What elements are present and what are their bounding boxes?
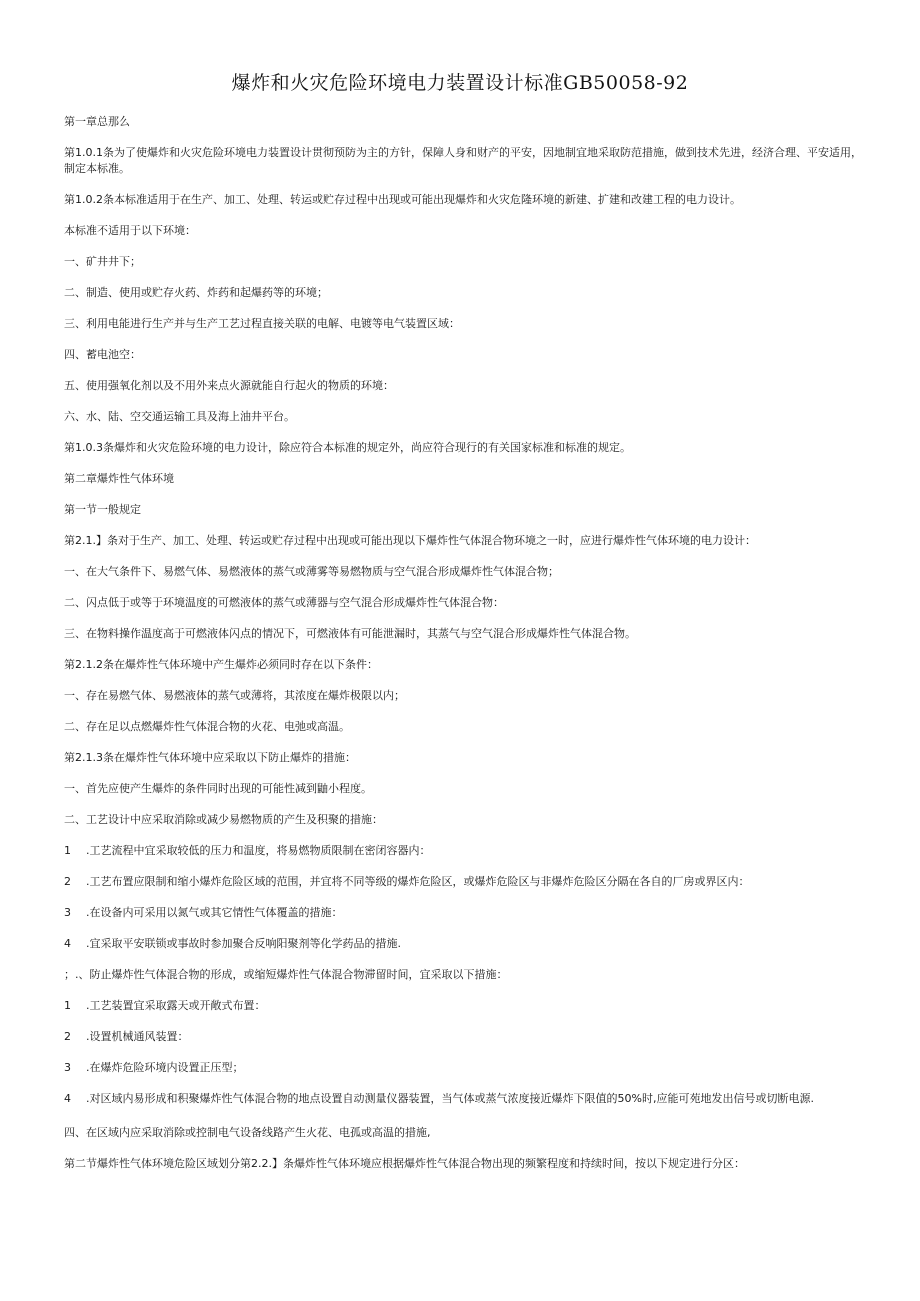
list-item: 二、制造、使用或贮存火药、炸药和起爆药等的环境； bbox=[64, 286, 328, 299]
article-paragraph: 第2.1.3条在爆炸性气体环境中应采取以下防止爆炸的措施： bbox=[64, 751, 356, 764]
list-text: .工艺布置应限制和缩小爆炸危险区域的范围，并宜将不同等级的爆炸危险区，或爆炸危险区与非爆炸危险区分隔在各自的厂房或界区内： bbox=[86, 875, 750, 888]
list-item: 二、工艺设计中应采取消除或减少易燃物质的产生及积聚的措施： bbox=[64, 813, 383, 826]
article-paragraph: 第2.1.2条在爆炸性气体环境中产生爆炸必须同时存在以下条件： bbox=[64, 658, 378, 671]
sub-list-item bbox=[64, 905, 864, 921]
sub-list-item bbox=[64, 874, 864, 890]
article-paragraph: 第1.0.3条爆炸和火灾危险环境的电力设计，除应符合本标准的规定外，尚应符合现行的有关国家标准和标准的规定。 bbox=[64, 441, 631, 454]
list-item: 四、蓄电池空： bbox=[64, 348, 141, 361]
list-item: 一、首先应使产生爆炸的条件同时出现的可能性减到鼬小程度。 bbox=[64, 782, 372, 795]
list-number: 3 bbox=[64, 1061, 71, 1074]
list-item: 五、使用强氧化剂以及不用外来点火源就能自行起火的物质的环境： bbox=[64, 379, 394, 392]
sub-list-item bbox=[64, 936, 864, 952]
section-heading: 第一节一般规定 bbox=[64, 503, 141, 516]
sub-list-item bbox=[64, 1060, 864, 1076]
list-text: .在设备内可采用以氮气或其它情性气体覆盖的措施： bbox=[86, 906, 343, 919]
chapter-heading: 第二章爆炸性气体环境 bbox=[64, 472, 174, 485]
list-text: .工艺流程中宜采取较低的压力和温度，将易燃物质限制在密闭容器内： bbox=[86, 844, 431, 857]
list-text: .设置机械通风装置： bbox=[86, 1030, 189, 1043]
list-number: 1 bbox=[64, 999, 71, 1012]
list-number: 4 bbox=[64, 1092, 71, 1105]
list-item: 一、在大气条件下、易燃气体、易燃液体的蒸气或薄雾等易燃物质与空气混合形成爆炸性气体混合物； bbox=[64, 565, 559, 578]
list-item: ；.、防止爆炸性气体混合物的形成，或缩短爆炸性气体混合物滞留时间，宜采取以下措施： bbox=[64, 968, 508, 981]
list-text: .在爆炸危险环境内设置正压型； bbox=[86, 1061, 244, 1074]
sub-list-item bbox=[64, 1091, 864, 1107]
document-title: 爆炸和火灾危险环境电力装置设计标准GB50058-92 bbox=[231, 72, 689, 94]
body-paragraph: 本标准不适用于以下环境： bbox=[64, 224, 196, 237]
list-item: 六、水、陆、空交通运输工具及海上油井平台。 bbox=[64, 410, 295, 423]
list-item: 二、闪点低于或等于环境温度的可燃液体的蒸气或薄器与空气混合形成爆炸性气体混合物： bbox=[64, 596, 504, 609]
list-item: 一、存在易燃气体、易燃液体的蒸气或薄将，其浓度在爆炸极限以内； bbox=[64, 689, 405, 702]
sub-list-item bbox=[64, 998, 864, 1014]
article-paragraph: 第1.0.1条为了使爆炸和火灾危险环境电力装置设计贯彻预防为主的方针，保障人身和财产的平安，因地制宜地采取防范措施，做到技术先进，经济合理、平安适用，制定本标准。 bbox=[64, 146, 862, 175]
list-item: 二、存在足以点燃爆炸性气体混合物的火花、电弛或高温。 bbox=[64, 720, 350, 733]
list-text: .对区域内易形成和积聚爆炸性气体混合物的地点设置自动测量仪器装置，当气体或蒸气浓度接近爆炸下限值的50%时,应能可苑地发出信号或切断电源. bbox=[86, 1092, 814, 1105]
list-number: 1 bbox=[64, 844, 71, 857]
list-item: 四、在区域内应采取消除或控制电气设备线路产生火花、电孤或高温的措施, bbox=[64, 1126, 431, 1139]
sub-list-item bbox=[64, 843, 864, 859]
document-body bbox=[64, 114, 864, 1172]
list-text: .工艺装置宜采取露天或开敞式布置： bbox=[86, 999, 266, 1012]
list-number: 3 bbox=[64, 906, 71, 919]
list-number: 4 bbox=[64, 937, 71, 950]
list-number: 2 bbox=[64, 1030, 71, 1043]
list-item: 一、矿井井下； bbox=[64, 255, 141, 268]
article-paragraph: 第1.0.2条本标准适用于在生产、加工、处理、转运或贮存过程中出现或可能出现爆炸和火灾危隆环境的新建、扩建和改建工程的电力设计。 bbox=[64, 193, 741, 206]
list-text: .宜采取平安联锁或事故时参加聚合反响阳聚剂等化学药品的措施. bbox=[86, 937, 401, 950]
list-item: 三、在物料操作温度高于可燃液体闪点的情况下，可燃液体有可能泄漏时，其蒸气与空气混合形成爆炸性气体混合物。 bbox=[64, 627, 636, 640]
sub-list-item bbox=[64, 1029, 864, 1045]
article-paragraph: 第2.1.】条对于生产、加工、处理、转运或贮存过程中出现或可能出现以下爆炸性气体混合物环境之一时，应进行爆炸性气体环境的电力设计： bbox=[64, 534, 756, 547]
chapter-heading: 第一章总那么 bbox=[64, 115, 130, 128]
list-item: 三、利用电能进行生产并与生产工艺过程直接关联的电解、电镀等电气装置区域： bbox=[64, 317, 460, 330]
list-number: 2 bbox=[64, 875, 71, 888]
section-heading: 第二节爆炸性气体环境危险区域划分第2.2.】条爆炸性气体环境应根据爆炸性气体混合物出现的频繁程度和持续时间，按以下规定进行分区： bbox=[64, 1157, 745, 1170]
